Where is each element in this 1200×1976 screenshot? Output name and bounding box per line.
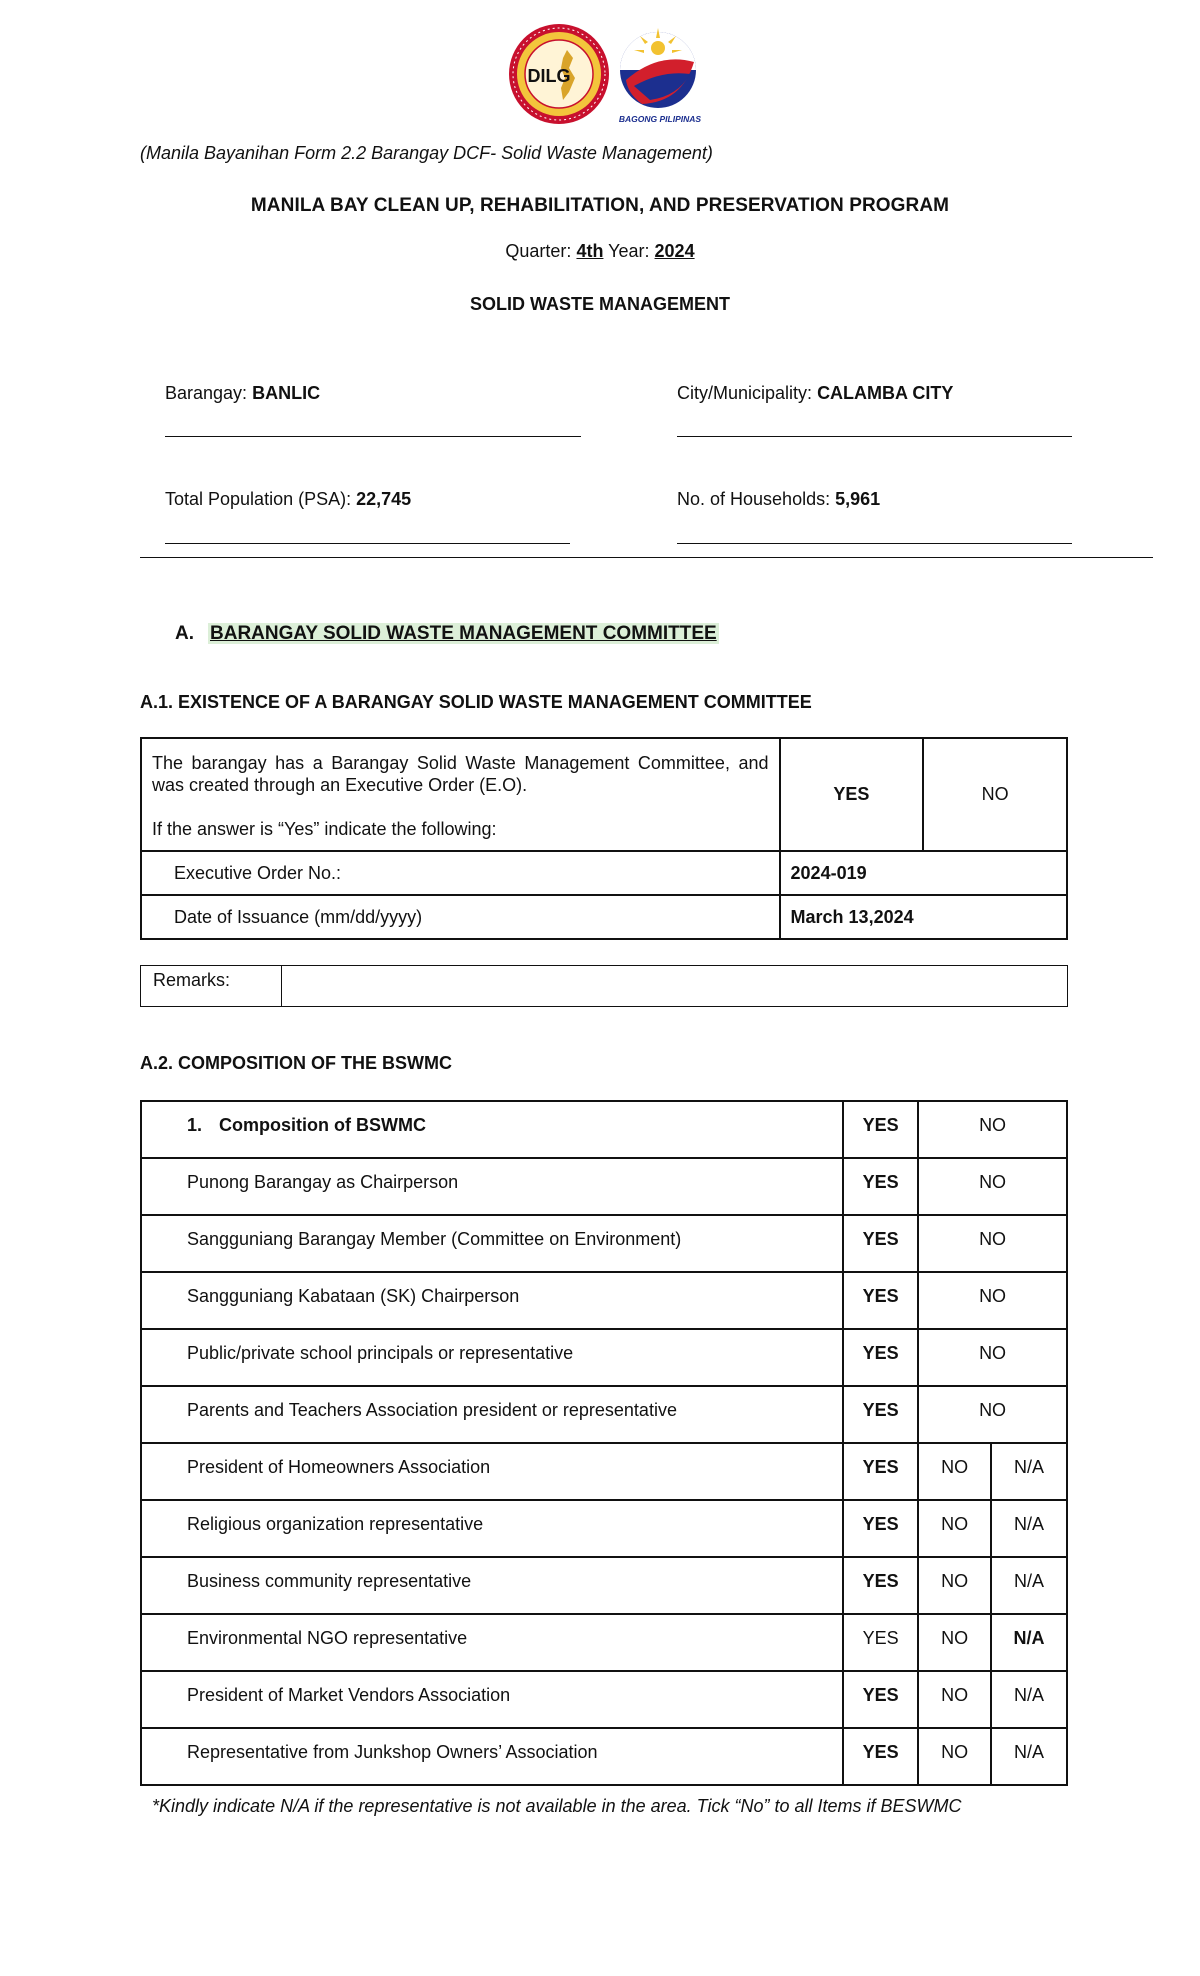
member-na-option[interactable]: N/A bbox=[991, 1443, 1067, 1500]
table-row bbox=[141, 1215, 1067, 1272]
composition-header-row bbox=[141, 1101, 1067, 1158]
member-yes-option[interactable]: YES bbox=[843, 1329, 918, 1386]
member-label: President of Homeowners Association bbox=[141, 1443, 843, 1500]
composition-header-cell bbox=[141, 1101, 843, 1158]
member-label: Parents and Teachers Association president or representative bbox=[141, 1386, 843, 1443]
member-yes-option[interactable]: YES bbox=[843, 1443, 918, 1500]
table-row bbox=[141, 1557, 1067, 1614]
table-row bbox=[141, 1671, 1067, 1728]
quarter-year bbox=[0, 241, 1200, 262]
households-underline bbox=[677, 543, 1072, 544]
member-yes-option[interactable]: YES bbox=[843, 1215, 918, 1272]
existence-no-option[interactable]: NO bbox=[923, 738, 1067, 851]
barangay-underline bbox=[165, 436, 581, 437]
member-yes-option[interactable]: YES bbox=[843, 1614, 918, 1671]
issuance-date-label: Date of Issuance (mm/dd/yyyy) bbox=[141, 895, 780, 939]
remarks-field[interactable] bbox=[285, 966, 1067, 1006]
table-row bbox=[141, 1443, 1067, 1500]
member-yes-option[interactable]: YES bbox=[843, 1557, 918, 1614]
member-no-option[interactable]: NO bbox=[918, 1443, 991, 1500]
member-yes-option[interactable]: YES bbox=[843, 1671, 918, 1728]
member-no-option[interactable]: NO bbox=[918, 1500, 991, 1557]
quarter-value: 4th bbox=[576, 241, 604, 261]
member-na-option[interactable]: N/A bbox=[991, 1671, 1067, 1728]
existence-question: The barangay has a Barangay Solid Waste Management Committee, and was created through an Executive Order (E.O). bbox=[152, 752, 769, 795]
section-a-heading bbox=[175, 623, 719, 645]
seal-text: DILG bbox=[527, 66, 571, 86]
section-a-letter: A. bbox=[175, 623, 194, 644]
brand-text: BAGONG PILIPINAS bbox=[618, 114, 702, 124]
composition-header-no[interactable]: NO bbox=[918, 1101, 1067, 1158]
composition-number: 1. bbox=[187, 1115, 203, 1135]
member-label: Public/private school principals or representative bbox=[141, 1329, 843, 1386]
member-no-option[interactable]: NO bbox=[918, 1557, 991, 1614]
city-field bbox=[677, 383, 953, 404]
form-title: (Manila Bayanihan Form 2.2 Barangay DCF- Solid Waste Management) bbox=[140, 143, 713, 163]
barangay-value: BANLIC bbox=[252, 383, 321, 403]
section-a-title: BARANGAY SOLID WASTE MANAGEMENT COMMITTEE bbox=[210, 623, 717, 644]
table-row bbox=[141, 1614, 1067, 1671]
member-label: Religious organization representative bbox=[141, 1500, 843, 1557]
member-label: Punong Barangay as Chairperson bbox=[141, 1158, 843, 1215]
program-title: MANILA BAY CLEAN UP, REHABILITATION, AND PRESERVATION PROGRAM bbox=[250, 195, 950, 216]
member-no-option[interactable]: NO bbox=[918, 1158, 1067, 1215]
bagong-pilipinas-logo-icon bbox=[612, 22, 708, 126]
quarter-label: Quarter: bbox=[505, 241, 572, 261]
existence-instruction: If the answer is “Yes” indicate the following: bbox=[152, 818, 497, 839]
member-na-option[interactable]: N/A bbox=[991, 1728, 1067, 1785]
households-value: 5,961 bbox=[835, 489, 881, 509]
member-na-option[interactable]: N/A bbox=[991, 1500, 1067, 1557]
remarks-label: Remarks: bbox=[153, 970, 231, 990]
member-label: Environmental NGO representative bbox=[141, 1614, 843, 1671]
year-value: 2024 bbox=[654, 241, 695, 261]
member-no-option[interactable]: NO bbox=[918, 1728, 991, 1785]
member-label: President of Market Vendors Association bbox=[141, 1671, 843, 1728]
barangay-field bbox=[165, 383, 320, 404]
member-no-option[interactable]: NO bbox=[918, 1386, 1067, 1443]
city-label: City/Municipality: bbox=[677, 383, 813, 403]
city-underline bbox=[677, 436, 1072, 437]
table-row bbox=[141, 1329, 1067, 1386]
remarks-box bbox=[140, 965, 1068, 1007]
city-value: CALAMBA CITY bbox=[817, 383, 954, 403]
remarks-divider bbox=[281, 966, 282, 1006]
population-field bbox=[165, 489, 411, 510]
member-label: Sangguniang Kabataan (SK) Chairperson bbox=[141, 1272, 843, 1329]
eo-number-label: Executive Order No.: bbox=[141, 851, 780, 895]
member-no-option[interactable]: NO bbox=[918, 1215, 1067, 1272]
population-value: 22,745 bbox=[356, 489, 412, 509]
member-na-option[interactable]: N/A bbox=[991, 1614, 1067, 1671]
member-no-option[interactable]: NO bbox=[918, 1272, 1067, 1329]
info-divider bbox=[140, 557, 1153, 558]
member-yes-option[interactable]: YES bbox=[843, 1386, 918, 1443]
member-label: Sangguniang Barangay Member (Committee on Environment) bbox=[141, 1215, 843, 1272]
composition-header-label: Composition of BSWMC bbox=[219, 1115, 426, 1135]
eo-number-value[interactable]: 2024-019 bbox=[780, 851, 1067, 895]
composition-header-yes[interactable]: YES bbox=[843, 1101, 918, 1158]
existence-yes-option[interactable]: YES bbox=[780, 738, 924, 851]
table-row bbox=[141, 1386, 1067, 1443]
households-field bbox=[677, 489, 880, 510]
a1-heading: A.1. EXISTENCE OF A BARANGAY SOLID WASTE MANAGEMENT COMMITTEE bbox=[140, 692, 812, 712]
existence-table bbox=[140, 737, 1068, 940]
table-row bbox=[141, 1500, 1067, 1557]
logo-area bbox=[0, 22, 1200, 130]
member-yes-option[interactable]: YES bbox=[843, 1728, 918, 1785]
member-yes-option[interactable]: YES bbox=[843, 1272, 918, 1329]
households-label: No. of Households: bbox=[677, 489, 831, 509]
member-label: Business community representative bbox=[141, 1557, 843, 1614]
table-row bbox=[141, 1272, 1067, 1329]
issuance-date-value[interactable]: March 13,2024 bbox=[780, 895, 1067, 939]
table-row bbox=[141, 1158, 1067, 1215]
member-no-option[interactable]: NO bbox=[918, 1329, 1067, 1386]
member-no-option[interactable]: NO bbox=[918, 1614, 991, 1671]
a2-heading: A.2. COMPOSITION OF THE BSWMC bbox=[140, 1053, 453, 1073]
composition-table bbox=[140, 1100, 1068, 1786]
existence-question-cell bbox=[141, 738, 780, 851]
member-no-option[interactable]: NO bbox=[918, 1671, 991, 1728]
table-row bbox=[141, 1728, 1067, 1785]
dilg-seal-icon bbox=[507, 22, 611, 126]
member-yes-option[interactable]: YES bbox=[843, 1158, 918, 1215]
section-title: SOLID WASTE MANAGEMENT bbox=[470, 294, 730, 314]
member-yes-option[interactable]: YES bbox=[843, 1500, 918, 1557]
population-label: Total Population (PSA): bbox=[165, 489, 352, 509]
population-underline bbox=[165, 543, 570, 544]
barangay-label: Barangay: bbox=[165, 383, 248, 403]
member-na-option[interactable]: N/A bbox=[991, 1557, 1067, 1614]
footnote: *Kindly indicate N/A if the representative is not available in the area. Tick “No” to all Items if BESWMC bbox=[152, 1796, 962, 1816]
year-label: Year: bbox=[608, 241, 650, 261]
member-label: Representative from Junkshop Owners’ Association bbox=[141, 1728, 843, 1785]
